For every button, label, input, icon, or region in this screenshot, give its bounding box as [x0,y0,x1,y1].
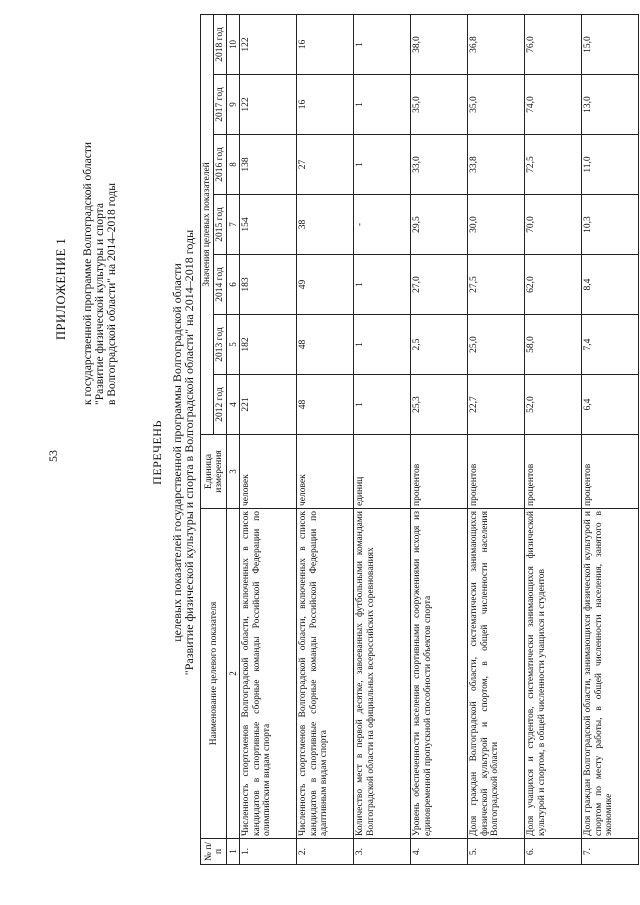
indicator-value: 1 [354,75,411,135]
indicator-value: 35,0 [411,75,468,135]
table-body [240,15,639,865]
indicator-value: 1 [354,375,411,435]
column-index: 10 [227,15,240,75]
indicator-value: 16 [297,15,354,75]
indicator-value: 10,3 [582,195,639,255]
indicator-unit: процентов [582,435,639,509]
indicator-value: 25,0 [468,315,525,375]
header-year: 2018 год [214,15,227,75]
indicator-value: 72,5 [525,135,582,195]
header-num: № п/п [201,839,227,865]
indicator-value: 49 [297,255,354,315]
indicator-value: 16 [297,75,354,135]
indicator-unit: человек [240,435,297,509]
column-index: 2 [227,509,240,839]
indicator-name: Доля учащихся и студентов, систематически занимающихся физической культурой и спортом, в общей численности учащихся и студентов [525,509,582,839]
indicator-value: 35,0 [468,75,525,135]
indicator-value: 30,0 [468,195,525,255]
header-year: 2013 год [214,315,227,375]
table-row [297,15,354,865]
indicator-value: 48 [297,375,354,435]
appendix-line: к государственной программе Волгоградской области [82,142,94,405]
indicator-value: 70,0 [525,195,582,255]
document-subheading-2: "Развитие физической культуры и спорта в Волгоградской области" на 2014–2018 годы [182,229,196,676]
indicator-unit: единиц [354,435,411,509]
indicator-value: 25,3 [411,375,468,435]
indicator-unit: процентов [525,435,582,509]
header-values-group: Значения целевых показателей [201,15,214,435]
indicator-value: 62,0 [525,255,582,315]
indicator-value: 1 [354,255,411,315]
row-number: 3. [354,839,411,865]
appendix-title: ПРИЛОЖЕНИЕ 1 [54,237,68,340]
indicator-name: Доля граждан Волгоградской области, систематически занимающихся физической культурой и спортом, в общей численности населения Волгоградской области [468,509,525,839]
indicator-unit: процентов [411,435,468,509]
indicator-value: 11,0 [582,135,639,195]
indicator-value: 22,7 [468,375,525,435]
indicator-value: 13,0 [582,75,639,135]
indicator-value: 15,0 [582,15,639,75]
header-year: 2017 год [214,75,227,135]
indicator-name: Количество мест в первой десятке, завоеванных футбольными командами Волгоградской области на официальных всероссийских соревнованиях [354,509,411,839]
indicator-value: 122 [240,75,297,135]
indicator-value: 183 [240,255,297,315]
indicator-value: 38 [297,195,354,255]
column-index: 3 [227,435,240,509]
row-number: 2. [297,839,354,865]
indicator-value: 33,0 [411,135,468,195]
indicator-value: 138 [240,135,297,195]
indicator-value: 58,0 [525,315,582,375]
table-row [240,15,297,865]
row-number: 6. [525,839,582,865]
column-index: 1 [227,839,240,865]
indicator-value: 8,4 [582,255,639,315]
document-subheading: целевых показателей государственной программы Волгоградской области [170,263,184,642]
indicator-value: 6,4 [582,375,639,435]
column-index: 4 [227,375,240,435]
header-year: 2012 год [214,375,227,435]
table-row [354,15,411,865]
column-index: 8 [227,135,240,195]
indicator-value: 182 [240,315,297,375]
indicator-value: 74,0 [525,75,582,135]
row-number: 7. [582,839,639,865]
indicator-value: 27 [297,135,354,195]
indicator-name: Уровень обеспеченности населения спортивными сооружениями исходя из единовременной пропускной способности объектов спорта [411,509,468,839]
indicator-value: 1 [354,15,411,75]
column-index: 7 [227,195,240,255]
table-row [525,15,582,865]
indicator-value: 221 [240,375,297,435]
indicator-value: 52,0 [525,375,582,435]
header-year: 2015 год [214,195,227,255]
indicator-value: 1 [354,315,411,375]
indicator-unit: человек [297,435,354,509]
indicator-value: - [354,195,411,255]
indicator-unit: процентов [468,435,525,509]
indicator-value: 154 [240,195,297,255]
indicator-value: 76,0 [525,15,582,75]
column-index: 6 [227,255,240,315]
indicator-value: 48 [297,315,354,375]
indicator-value: 38,0 [411,15,468,75]
indicator-value: 27,5 [468,255,525,315]
indicator-value: 33,8 [468,135,525,195]
header-year: 2016 год [214,135,227,195]
header-year: 2014 год [214,255,227,315]
indicator-name: Численность спортсменов Волгоградской области, включенных в список кандидатов в спортивные сборные команды Российской Федерации по олимпийским видам спорта [240,509,297,839]
header-unit: Единица измерения [201,435,227,509]
header-name: Наименование целевого показателя [201,509,227,839]
row-number: 4. [411,839,468,865]
row-number: 5. [468,839,525,865]
table-row [582,15,639,865]
appendix-text [82,65,118,405]
document-heading: ПЕРЕЧЕНЬ [150,420,164,485]
column-index: 5 [227,315,240,375]
indicator-name: Численность спортсменов Волгоградской области, включенных в список кандидатов в спортивные сборные команды Российской Федерации по адаптивным видам спорта [297,509,354,839]
appendix-line: в Волгоградской области" на 2014–2018 годы [106,183,118,405]
row-number: 1. [240,839,297,865]
indicator-value: 122 [240,15,297,75]
page-number: 53 [46,450,60,462]
indicators-table [200,14,639,865]
indicator-value: 36,8 [468,15,525,75]
table-row [468,15,525,865]
appendix-line: "Развитие физической культуры и спорта [94,203,106,405]
indicator-value: 1 [354,135,411,195]
indicator-name: Доля граждан Волгоградской области, занимающихся физической культурой и спортом по месту работы, в общей численности населения, занятого в экономике [582,509,639,839]
indicator-value: 2,5 [411,315,468,375]
table-row [411,15,468,865]
indicator-value: 29,5 [411,195,468,255]
indicator-value: 27,0 [411,255,468,315]
indicator-value: 7,4 [582,315,639,375]
column-index: 9 [227,75,240,135]
